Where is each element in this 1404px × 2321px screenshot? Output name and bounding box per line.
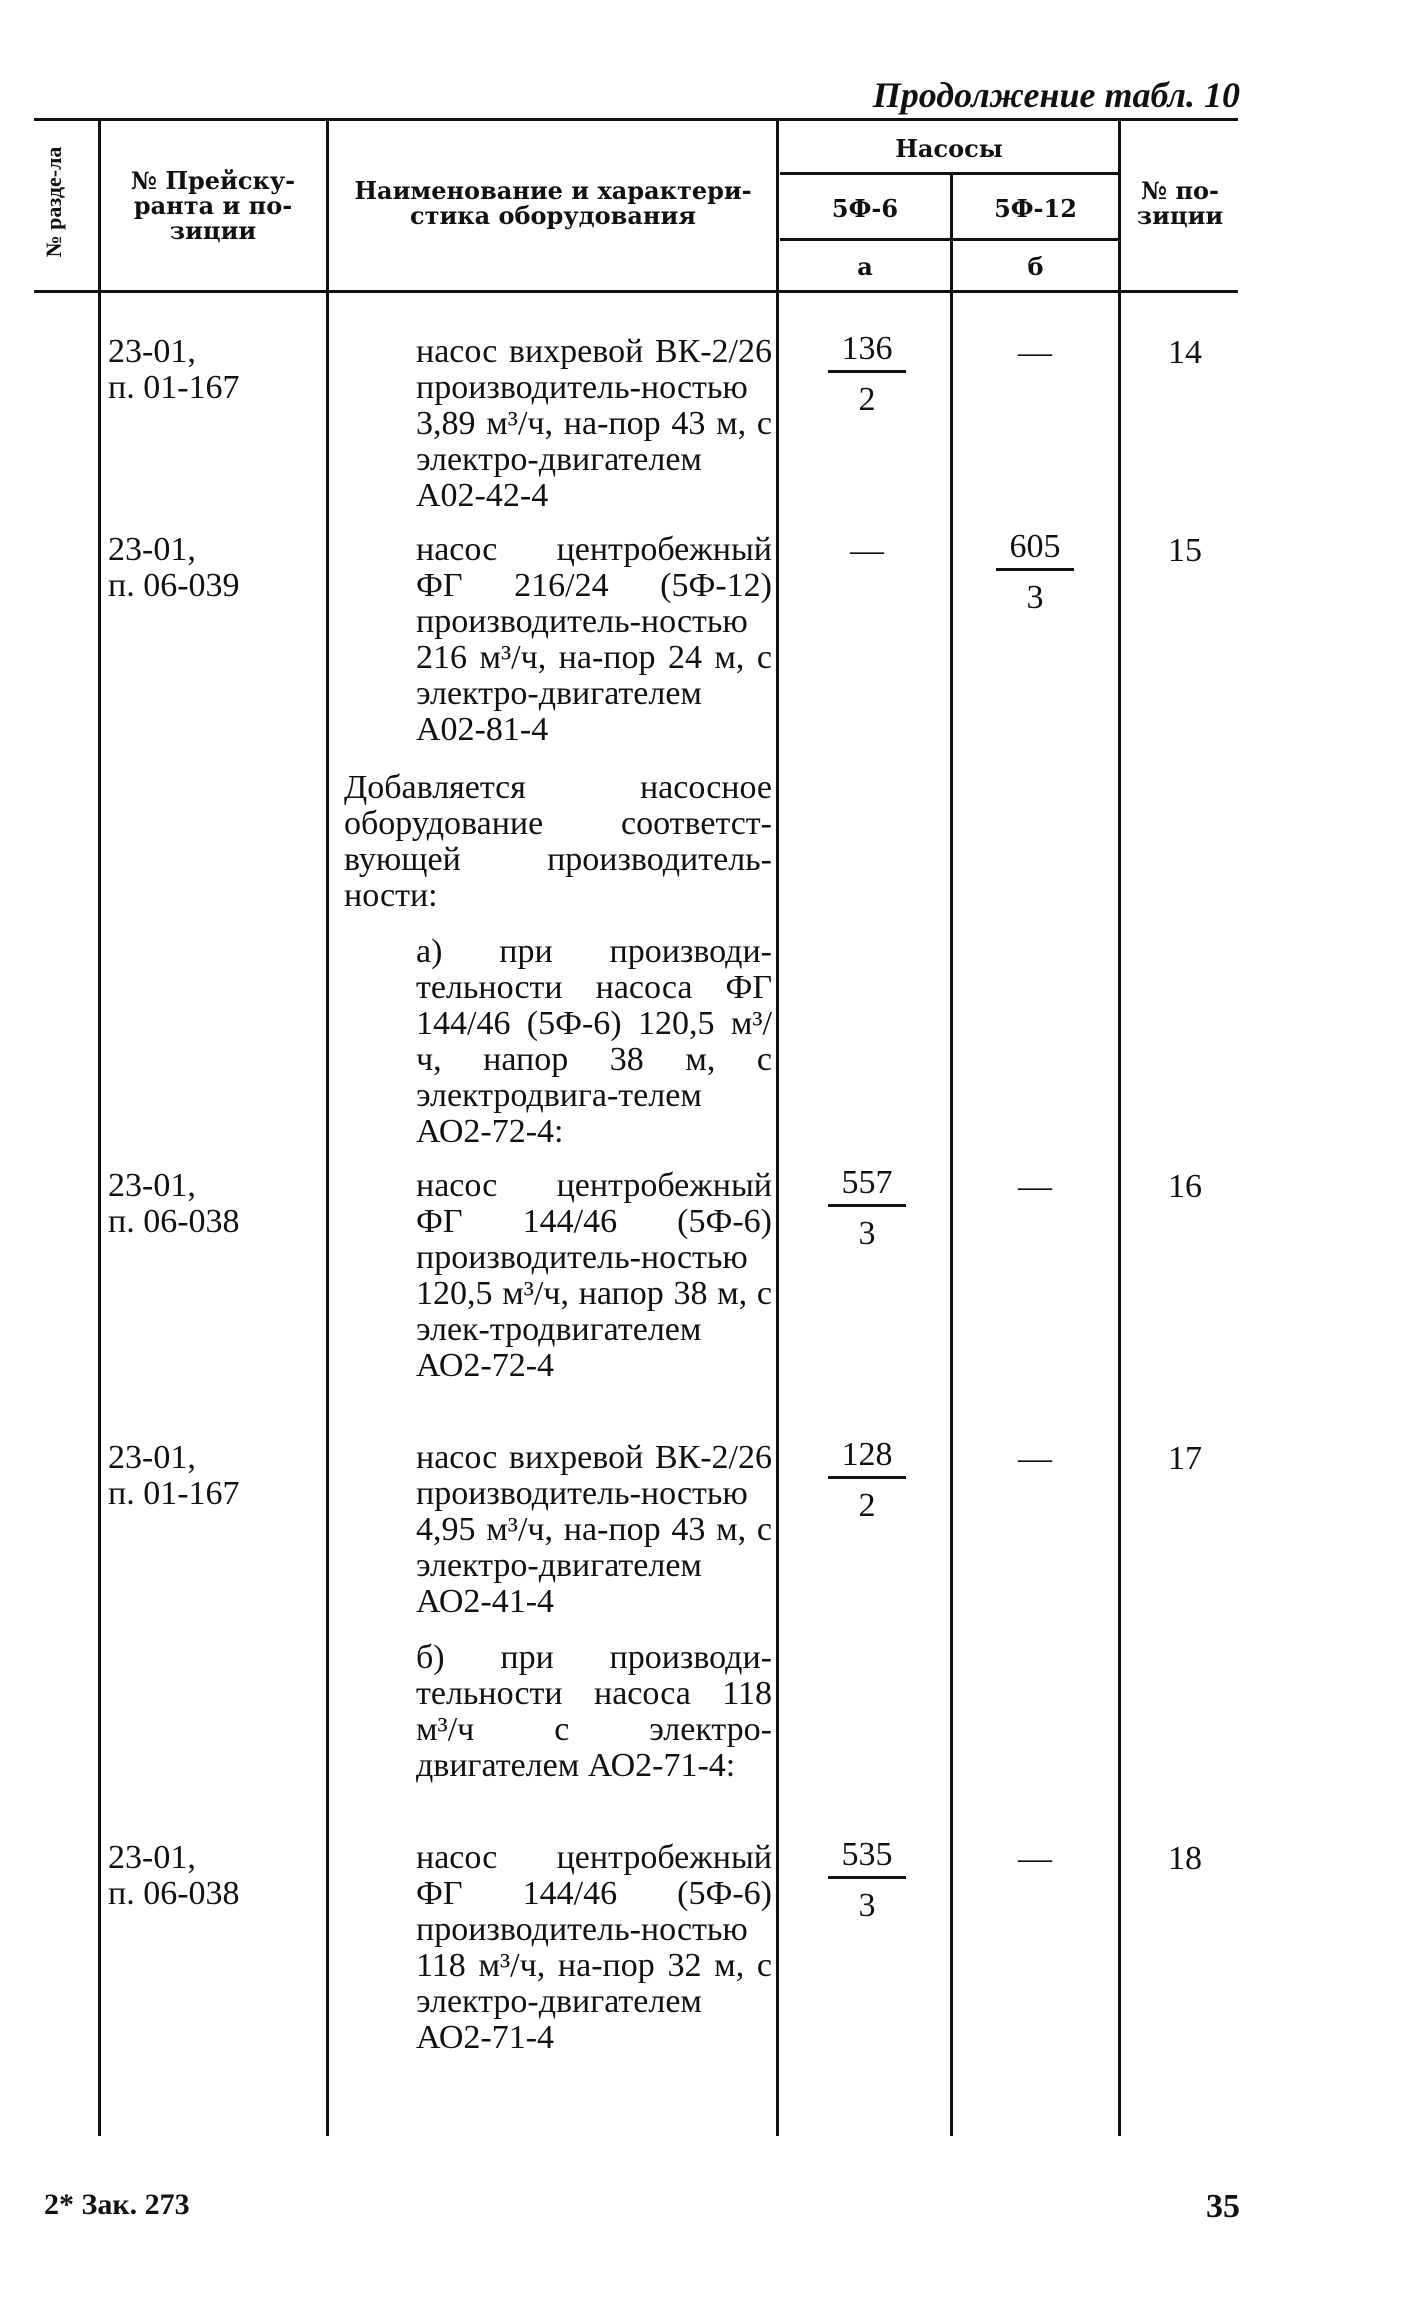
table-caption: Продолжение табл. 10 bbox=[872, 75, 1240, 115]
page-number: 35 bbox=[1206, 2188, 1240, 2225]
row-5-desc: насос центробежный ФГ 144/46 (5Ф-6) производитель-ностью 120,5 м³/ч, напор 38 м, с элек-тродвигателем АО2-72-4 bbox=[416, 1167, 772, 1384]
row-2-position: 15 bbox=[1168, 532, 1202, 569]
row-3-desc: Добавляется насосное оборудование соответст-вующей производитель-ности: bbox=[344, 769, 772, 914]
row-8-col-b-dash: — bbox=[1018, 1840, 1052, 1877]
subheader-rule bbox=[780, 238, 1118, 241]
row-5-ref: 23-01, п. 06-038 bbox=[108, 1167, 240, 1240]
row-6-col-a-denominator: 2 bbox=[858, 1487, 876, 1524]
row-8-desc: насос центробежный ФГ 144/46 (5Ф-6) производитель-ностью 118 м³/ч, на-пор 32 м, с электро-двигателем АО2-71-4 bbox=[416, 1839, 772, 2056]
header-pricelist: № Прейску-ранта и по-зиции bbox=[130, 166, 296, 246]
header-col-a-title: 5Ф-6 bbox=[831, 194, 899, 223]
row-8-col-a-denominator: 3 bbox=[858, 1887, 876, 1924]
fraction-bar bbox=[828, 1876, 906, 1879]
row-2-ref: 23-01, п. 06-039 bbox=[108, 531, 240, 604]
row-2-col-b-fraction bbox=[990, 528, 1080, 617]
row-4-desc: а) при производи-тельности насоса ФГ 144/46 (5Ф-6) 120,5 м³/ч, напор 38 м, с электродвига-телем АО2-72-4: bbox=[416, 933, 772, 1150]
header-section: № разде-ла bbox=[41, 146, 66, 258]
row-6-desc: насос вихревой ВК-2/26 производитель-ностью 4,95 м³/ч, на-пор 43 м, с электро-двигателем АО2-41-4 bbox=[416, 1439, 772, 1620]
col-divider-2 bbox=[326, 118, 329, 2136]
header-pumps: Насосы bbox=[895, 134, 1003, 163]
header-position: № по-зиции bbox=[1136, 176, 1224, 231]
row-6-col-a-fraction bbox=[822, 1436, 912, 1525]
row-1-col-b-dash: — bbox=[1018, 334, 1052, 371]
fraction-bar bbox=[828, 370, 906, 373]
col-divider-4 bbox=[950, 172, 953, 2136]
fraction-bar bbox=[828, 1204, 906, 1207]
row-5-col-b-dash: — bbox=[1018, 1168, 1052, 1205]
row-2-desc: насос центробежный ФГ 216/24 (5Ф-12) производитель-ностью 216 м³/ч, на-пор 24 м, с электро-двигателем А02-81-4 bbox=[416, 531, 772, 748]
row-5-col-a-fraction bbox=[822, 1164, 912, 1253]
fraction-bar bbox=[828, 1476, 906, 1479]
header-col-b-title: 5Ф-12 bbox=[994, 194, 1077, 223]
row-6-col-a-numerator: 128 bbox=[841, 1436, 893, 1473]
footer-order-number: 2* Зак. 273 bbox=[44, 2188, 190, 2221]
table-top-rule bbox=[34, 118, 1238, 121]
header-col-b-letter: б bbox=[1027, 252, 1044, 281]
row-6-position: 17 bbox=[1168, 1440, 1202, 1477]
row-1-position: 14 bbox=[1168, 334, 1202, 371]
row-1-col-a-denominator: 2 bbox=[858, 381, 876, 418]
header-bottom-rule bbox=[34, 290, 1238, 293]
row-1-ref: 23-01, п. 01-167 bbox=[108, 333, 240, 406]
pumps-header-rule bbox=[780, 172, 1118, 175]
row-2-col-b-numerator: 605 bbox=[1009, 528, 1061, 565]
row-1-desc: насос вихревой ВК-2/26 производитель-ностью 3,89 м³/ч, на-пор 43 м, с электро-двигателем А02-42-4 bbox=[416, 333, 772, 514]
row-5-position: 16 bbox=[1168, 1168, 1202, 1205]
row-5-col-a-denominator: 3 bbox=[858, 1215, 876, 1252]
row-7-desc: б) при производи-тельности насоса 118 м³/ч с электро-двигателем АО2-71-4: bbox=[416, 1639, 772, 1784]
row-8-position: 18 bbox=[1168, 1840, 1202, 1877]
header-section-cell bbox=[34, 122, 74, 282]
col-divider-3 bbox=[776, 118, 779, 2136]
header-equipment-name: Наименование и характери-стика оборудования bbox=[354, 176, 752, 231]
row-2-col-a-dash: — bbox=[850, 532, 884, 569]
row-2-col-b-denominator: 3 bbox=[1026, 579, 1044, 616]
col-divider-1 bbox=[98, 118, 101, 2136]
header-col-a-letter: а bbox=[857, 252, 873, 281]
row-1-col-a-fraction bbox=[822, 330, 912, 419]
row-8-col-a-fraction bbox=[822, 1836, 912, 1925]
row-8-col-a-numerator: 535 bbox=[841, 1836, 893, 1873]
row-8-ref: 23-01, п. 06-038 bbox=[108, 1839, 240, 1912]
row-1-col-a-numerator: 136 bbox=[841, 330, 893, 367]
col-divider-5 bbox=[1118, 118, 1121, 2136]
fraction-bar bbox=[996, 568, 1074, 571]
row-6-col-b-dash: — bbox=[1018, 1440, 1052, 1477]
row-6-ref: 23-01, п. 01-167 bbox=[108, 1439, 240, 1512]
row-5-col-a-numerator: 557 bbox=[841, 1164, 893, 1201]
